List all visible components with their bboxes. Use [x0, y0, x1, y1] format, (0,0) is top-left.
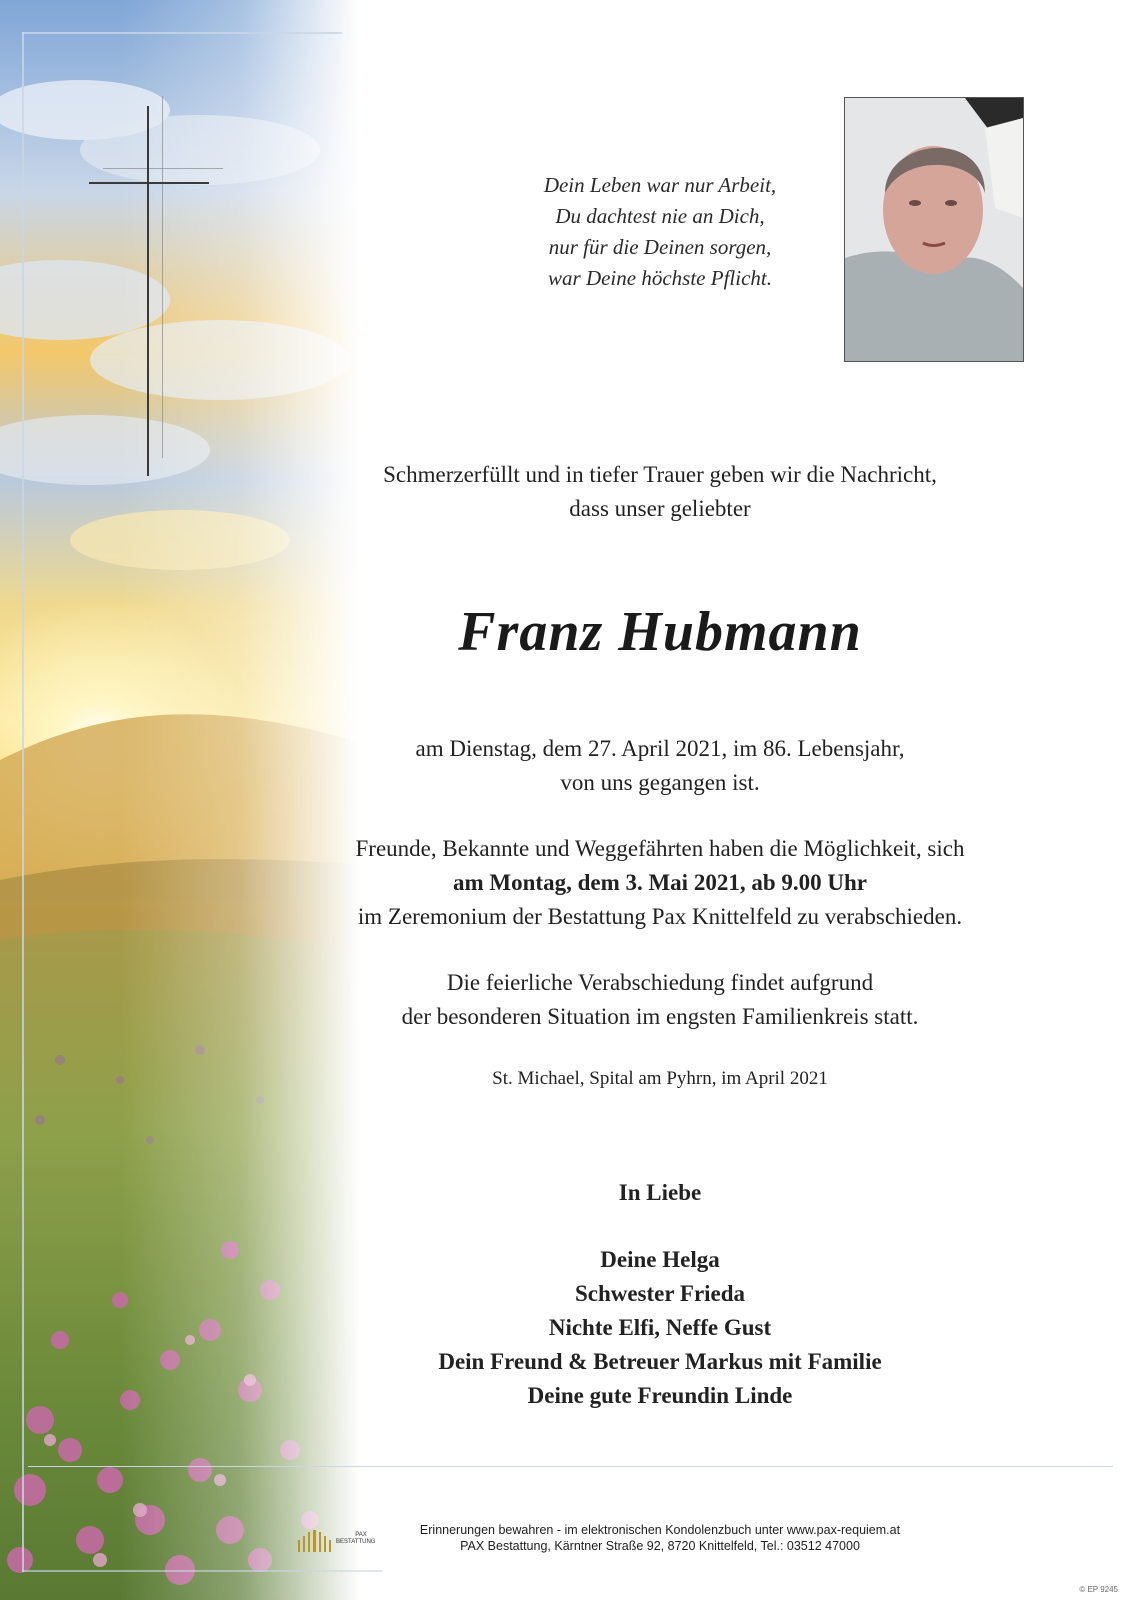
deceased-name: Franz Hubmann — [458, 601, 862, 663]
footer-address-line: PAX Bestattung, Kärntner Straße 92, 8720 Knittelfeld, Tel.: 03512 47000 — [460, 1539, 860, 1553]
cross-shadow-vertical — [162, 96, 163, 458]
mourner-item: Schwester Frieda — [574, 1281, 746, 1306]
intro-line: dass unser geliebter — [569, 496, 751, 521]
poem-line: Dein Leben war nur Arbeit, — [543, 173, 777, 197]
cross-shadow-horizontal — [103, 168, 223, 169]
frame-line-top — [22, 32, 342, 34]
mourner-item: Dein Freund & Betreuer Markus mit Familie — [438, 1349, 882, 1374]
logo-text-line: BESTATTUNG — [336, 1539, 376, 1545]
cross-icon — [147, 106, 149, 476]
death-line: am Dienstag, dem 27. April 2021, im 86. Lebensjahr, — [415, 736, 905, 761]
footer-condolence-line: Erinnerungen bewahren - im elektronischen Kondolenzbuch unter www.pax-requiem.at — [419, 1523, 901, 1537]
frame-line-left — [22, 32, 24, 1572]
intro-line: Schmerzerfüllt und in tiefer Trauer geben wir die Nachricht, — [383, 462, 937, 487]
mourner-item: Nichte Elfi, Neffe Gust — [548, 1315, 772, 1340]
farewell-date: am Montag, dem 3. Mai 2021, ab 9.00 Uhr — [453, 870, 867, 895]
mourner-item: Deine gute Freundin Linde — [527, 1383, 793, 1408]
ceremony-line: der besonderen Situation im engsten Familienkreis statt. — [401, 1004, 919, 1029]
cross-icon-bar — [89, 182, 209, 184]
farewell-line: im Zeremonium der Bestattung Pax Knittelfeld zu verabschieden. — [357, 904, 963, 929]
logo-text-line: PAX — [355, 1532, 367, 1538]
place-date-line: St. Michael, Spital am Pyhrn, im April 2021 — [492, 1068, 828, 1089]
announcement-intro — [280, 458, 1040, 526]
footer — [400, 1522, 920, 1554]
poem-line: war Deine höchste Pflicht. — [548, 266, 772, 290]
footer-divider — [28, 1466, 1113, 1467]
farewell-line: Freunde, Bekannte und Weggefährten haben die Möglichkeit, sich — [355, 836, 965, 861]
form-code: © EP 9245 — [1079, 1585, 1118, 1594]
poem-line: nur für die Deinen sorgen, — [548, 235, 772, 259]
place-date — [280, 1065, 1040, 1093]
mourner-item: Deine Helga — [600, 1247, 720, 1272]
in-love-heading — [280, 1176, 1040, 1210]
mourners-list — [280, 1243, 1040, 1413]
death-date — [280, 732, 1040, 800]
in-love-label: In Liebe — [618, 1180, 702, 1205]
ceremony-line: Die feierliche Verabschiedung findet aufgrund — [446, 970, 874, 995]
ceremony-notice — [280, 966, 1040, 1034]
farewell-notice — [280, 832, 1040, 934]
death-line: von uns gegangen ist. — [560, 770, 760, 795]
poem — [430, 170, 890, 294]
poem-line: Du dachtest nie an Dich, — [555, 204, 765, 228]
pax-logo-text — [336, 1532, 386, 1546]
frame-line-bottom — [22, 1570, 382, 1572]
